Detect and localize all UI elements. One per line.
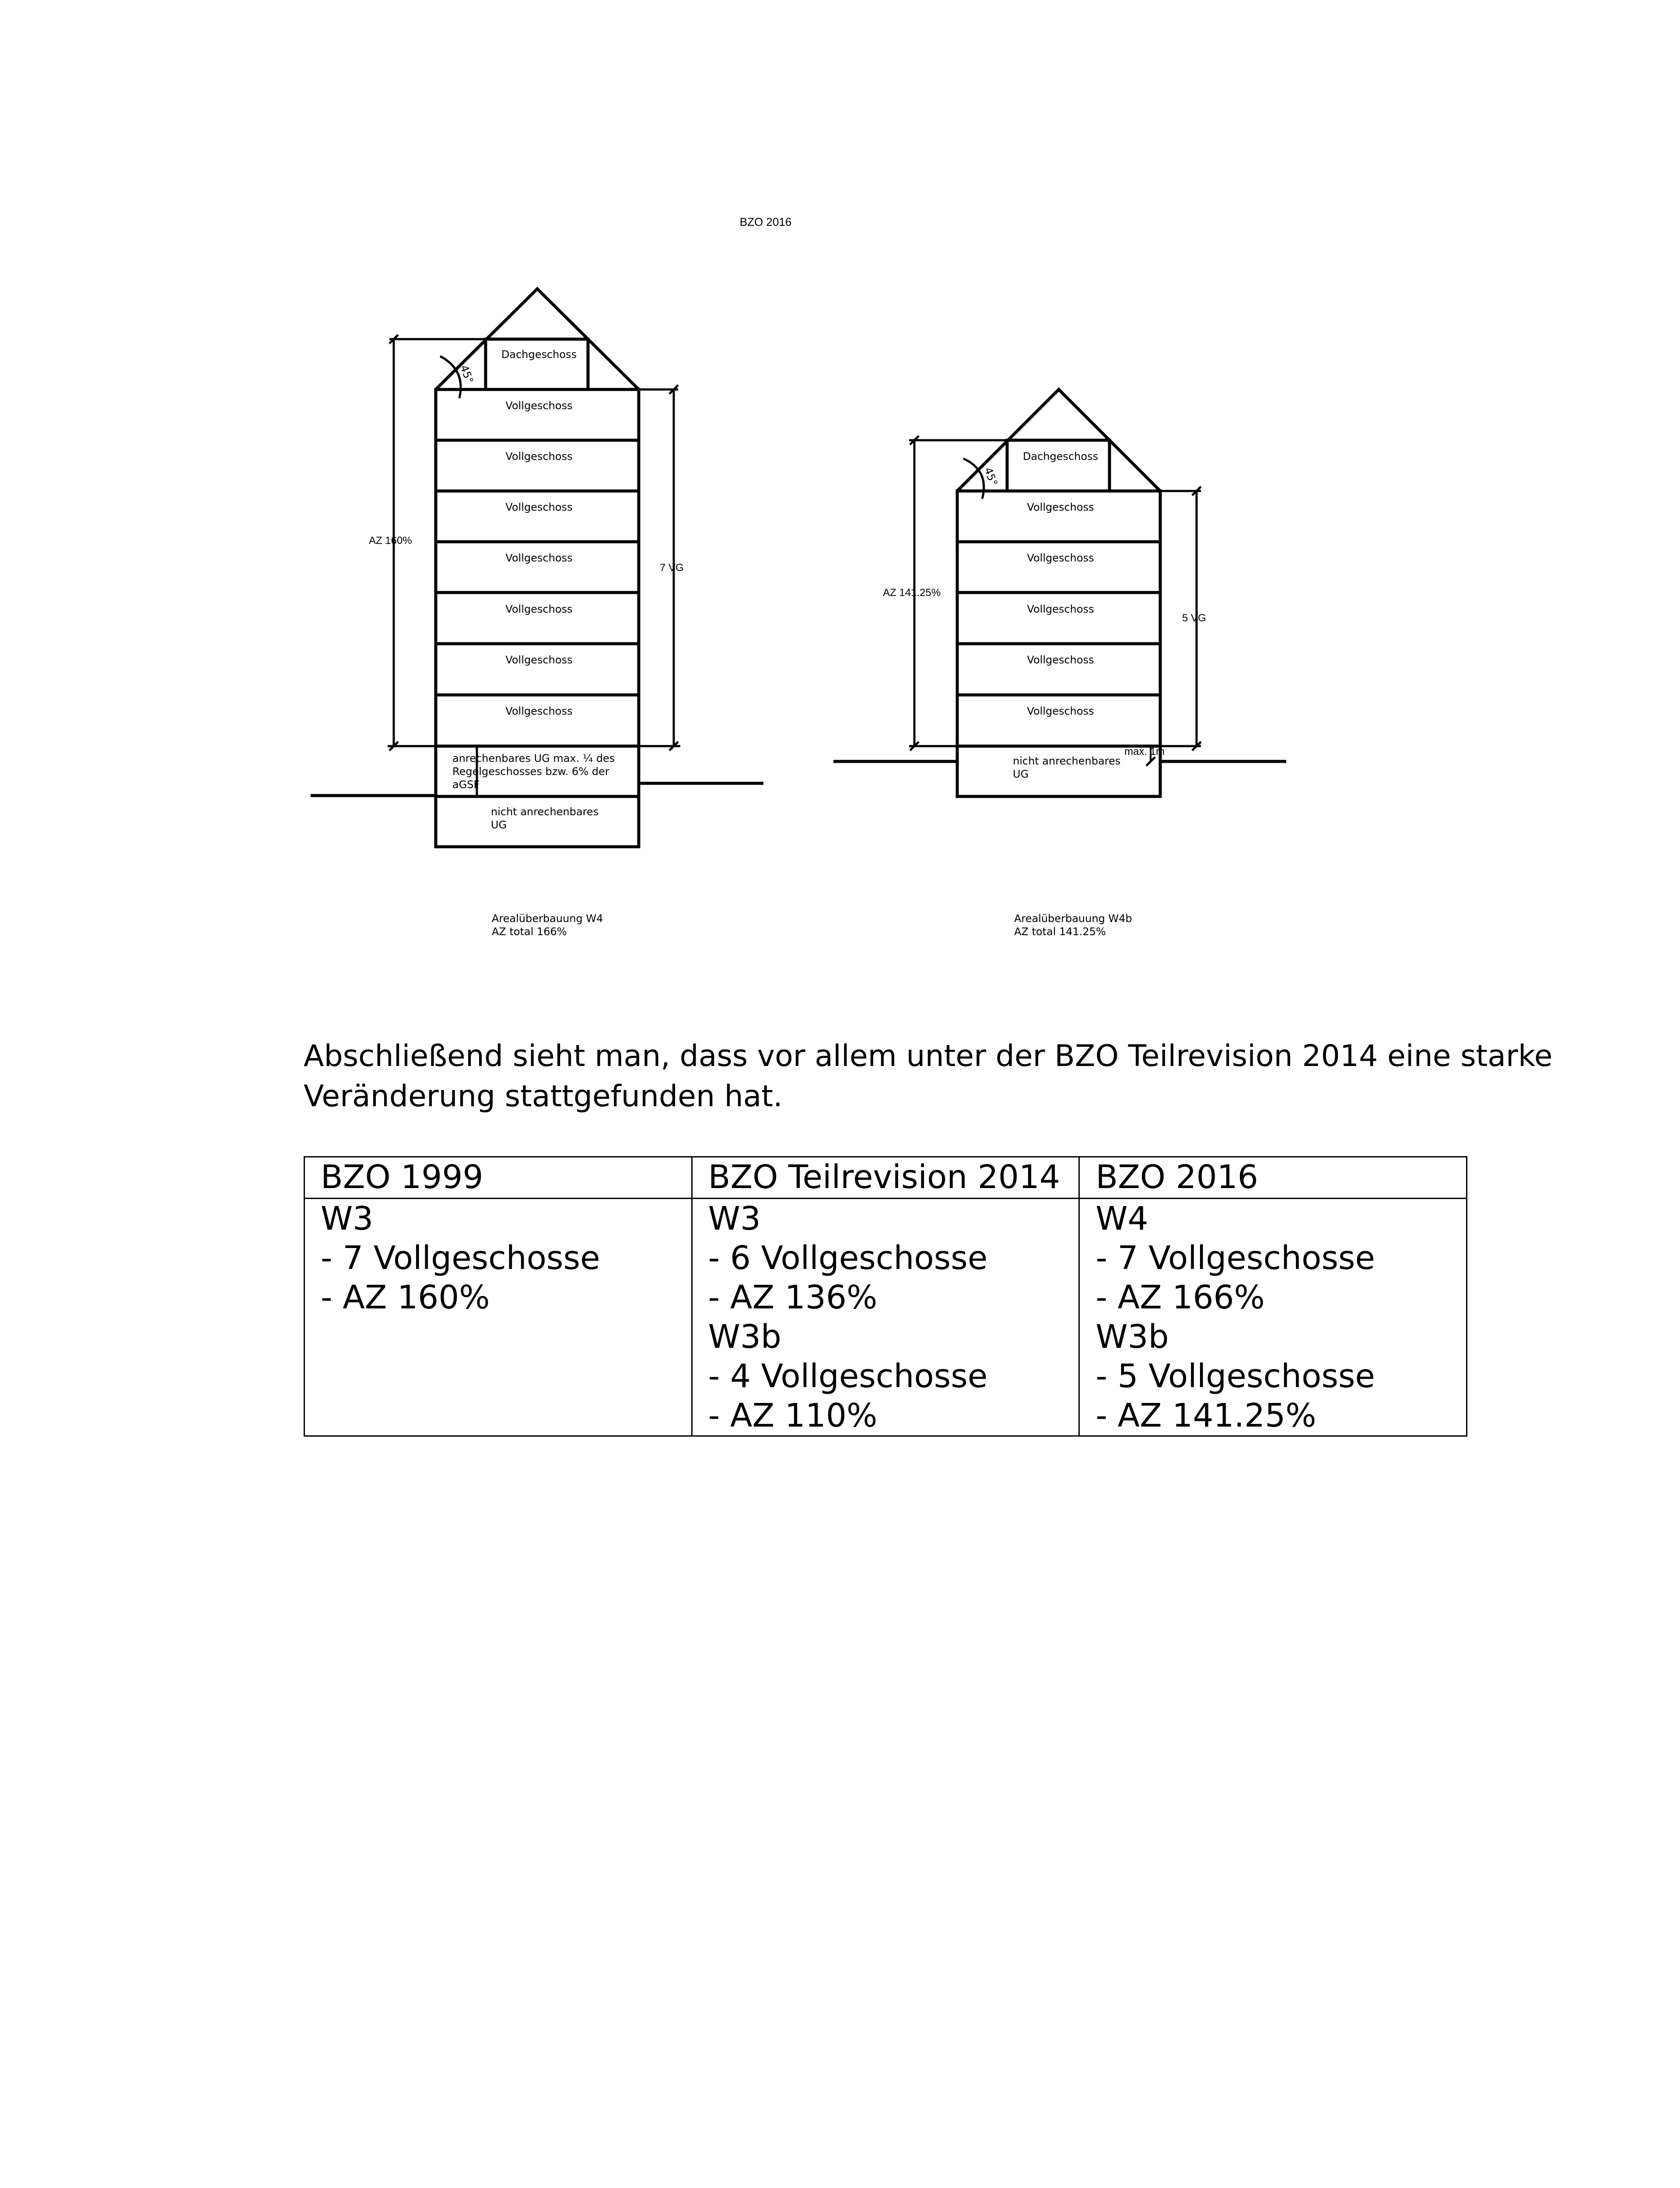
diagram-header: BZO 2016: [739, 215, 792, 228]
right-floor-label-5: Vollgeschoss: [1027, 705, 1094, 717]
right-floor-label-2: Vollgeschoss: [1027, 552, 1094, 564]
left-az-label: AZ 160%: [369, 535, 412, 547]
left-caption-line-1: Arealüberbauung W4: [492, 912, 603, 925]
header-bzo-2016: BZO 2016: [1079, 1157, 1467, 1199]
left-storeys-outline: [436, 389, 639, 746]
cell-line: W3b: [1096, 1318, 1169, 1356]
header-bzo-1999: BZO 1999: [304, 1157, 692, 1199]
cell-bzo-teilrevision-2014: [692, 1199, 1079, 1436]
right-caption-line-1: Arealüberbauung W4b: [1014, 912, 1132, 925]
right-max-label: max. 1m: [1124, 746, 1165, 757]
building-height-diagram: [0, 0, 1680, 1006]
header-bzo-teilrevision-2014: BZO Teilrevision 2014: [692, 1157, 1079, 1199]
left-ug-counted-line-2: Regelgeschosses bzw. 6% der: [452, 765, 609, 778]
right-roof-storey: [1007, 440, 1110, 491]
left-floor-label-3: Vollgeschoss: [505, 501, 573, 513]
cell-bzo-1999: [304, 1199, 692, 1436]
left-ug-not-counted-line-1: nicht anrechenbares: [491, 806, 599, 818]
conclusion-line-1: Abschließend sieht man, dass vor allem unter der BZO Teilrevision 2014 eine starke: [304, 1039, 1553, 1073]
right-angle-label: 45°: [982, 466, 1000, 488]
left-ug-not-counted-line-2: UG: [491, 819, 507, 831]
cell-line: - 4 Vollgeschosse: [708, 1357, 988, 1395]
right-floor-label-4: Vollgeschoss: [1027, 654, 1094, 666]
table-row: [304, 1199, 1467, 1436]
conclusion-paragraph: [304, 1036, 1553, 1117]
cell-line: - 7 Vollgeschosse: [1096, 1239, 1375, 1277]
left-floor-label-4: Vollgeschoss: [505, 552, 573, 564]
cell-line: - AZ 166%: [1096, 1279, 1265, 1316]
table-header-row: [304, 1157, 1467, 1199]
left-angle-label: 45°: [458, 363, 476, 386]
right-roof-label: Dachgeschoss: [1022, 450, 1099, 463]
cell-line: W4: [1096, 1200, 1148, 1238]
left-ug-counted-line-3: aGSF: [452, 778, 480, 791]
left-floor-label-7: Vollgeschoss: [505, 705, 573, 717]
cell-line: W3: [321, 1200, 374, 1238]
right-floor-label-3: Vollgeschoss: [1027, 603, 1094, 615]
right-ug-not-counted-line-2: UG: [1013, 768, 1029, 780]
right-vg-label: 5 VG: [1182, 612, 1206, 624]
left-floor-label-1: Vollgeschoss: [505, 400, 573, 412]
cell-line: - 6 Vollgeschosse: [708, 1239, 988, 1277]
left-ug-not-counted: [436, 796, 639, 847]
right-az-label: AZ 141.25%: [883, 587, 941, 599]
right-caption-line-2: AZ total 141.25%: [1014, 926, 1106, 938]
cell-line: - 7 Vollgeschosse: [321, 1239, 600, 1277]
cell-line: - AZ 110%: [708, 1397, 878, 1434]
zoning-comparison-table: [304, 1156, 1467, 1437]
cell-line: W3b: [708, 1318, 781, 1356]
cell-line: - 5 Vollgeschosse: [1096, 1357, 1375, 1395]
cell-line: - AZ 136%: [708, 1279, 878, 1316]
right-ug-not-counted-line-1: nicht anrechenbares: [1013, 755, 1121, 767]
left-roof-storey: [486, 339, 588, 389]
cell-line: - AZ 141.25%: [1096, 1397, 1316, 1434]
left-floor-label-6: Vollgeschoss: [505, 654, 573, 666]
left-caption-line-2: AZ total 166%: [492, 926, 567, 938]
cell-line: W3: [708, 1200, 761, 1238]
left-roof-label: Dachgeschoss: [501, 348, 577, 361]
left-floor-label-5: Vollgeschoss: [505, 603, 573, 615]
right-floor-label-1: Vollgeschoss: [1027, 501, 1094, 513]
cell-bzo-2016: [1079, 1199, 1467, 1436]
left-ug-counted-line-1: anrechenbares UG max. ¼ des: [452, 752, 615, 764]
left-vg-label: 7 VG: [660, 562, 684, 574]
cell-line: - AZ 160%: [321, 1279, 490, 1316]
conclusion-line-2: Veränderung stattgefunden hat.: [304, 1079, 783, 1114]
left-floor-label-2: Vollgeschoss: [505, 450, 573, 463]
